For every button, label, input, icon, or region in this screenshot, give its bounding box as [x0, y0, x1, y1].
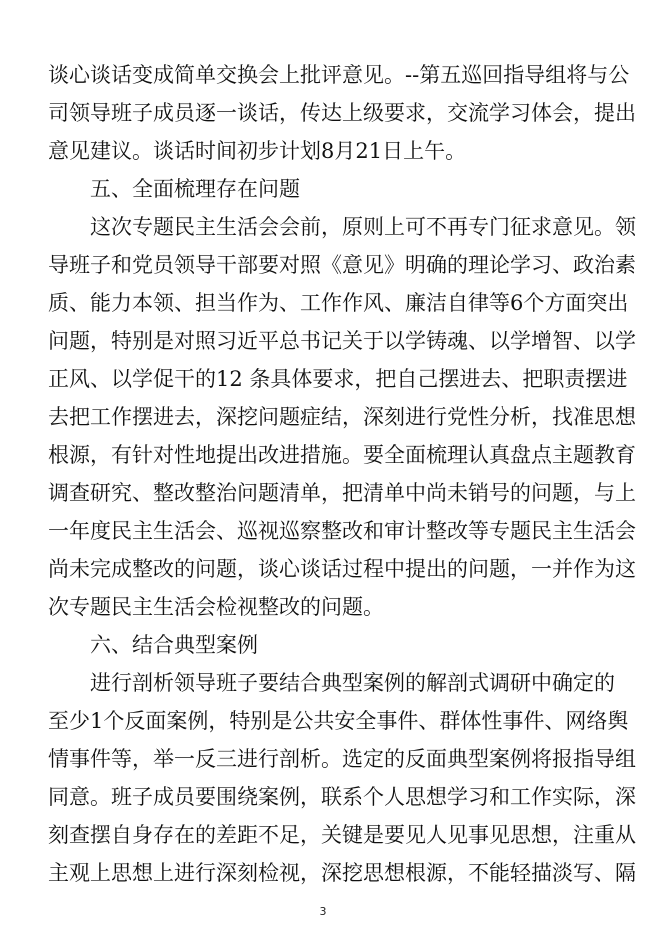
section-heading: 六、结合典型案例	[90, 633, 258, 657]
text-line: 进行剖析领导班子要结合典型案例的解剖式调研中确定的	[90, 671, 615, 695]
text-line: 刻查摆自身存在的差距不足，关键是要见人见事见思想，注重从	[48, 823, 636, 847]
text-line: 这次专题民主生活会会前，原则上可不再专门征求意见。领	[90, 215, 636, 239]
text-line: 尚未完成整改的问题，谈心谈话过程中提出的问题，一并作为这	[48, 557, 636, 581]
text-line: 次专题民主生活会检视整改的问题。	[48, 595, 384, 619]
text-line: 同意。班子成员要围绕案例，联系个人思想学习和工作实际，深	[48, 785, 636, 809]
text-line: 至少1个反面案例，特别是公共安全事件、群体性事件、网络舆	[48, 709, 629, 733]
page-number: 3	[319, 905, 327, 918]
text-line: 根源，有针对性地提出改进措施。要全面梳理认真盘点主题教育	[48, 443, 636, 467]
text-line: 情事件等，举一反三进行剖析。选定的反面典型案例将报指导组	[48, 747, 636, 771]
text-line: 谈心谈话变成简单交换会上批评意见。--第五巡回指导组将与公	[48, 63, 630, 87]
text-line: 去把工作摆进去，深挖问题症结，深刻进行党性分析，找准思想	[48, 405, 636, 429]
text-line: 调查研究、整改整治问题清单，把清单中尚未销号的问题，与上	[48, 481, 636, 505]
text-line: 问题，特别是对照习近平总书记关于以学铸魂、以学增智、以学	[48, 329, 636, 353]
text-line: 意见建议。谈话时间初步计划8月21日上午。	[48, 139, 467, 163]
text-line: 正风、以学促干的12 条具体要求，把自己摆进去、把职责摆进	[48, 367, 628, 391]
section-heading: 五、全面梳理存在问题	[90, 177, 300, 201]
text-line: 质、能力本领、担当作为、工作作风、廉洁自律等6个方面突出	[48, 291, 629, 315]
text-line: 司领导班子成员逐一谈话，传达上级要求，交流学习体会，提出	[48, 101, 636, 125]
text-line: 主观上思想上进行深刻检视，深挖思想根源，不能轻描淡写、隔	[48, 861, 636, 885]
text-line: 导班子和党员领导干部要对照《意见》明确的理论学习、政治素	[48, 253, 636, 277]
text-line: 一年度民主生活会、巡视巡察整改和审计整改等专题民主生活会	[48, 519, 636, 543]
